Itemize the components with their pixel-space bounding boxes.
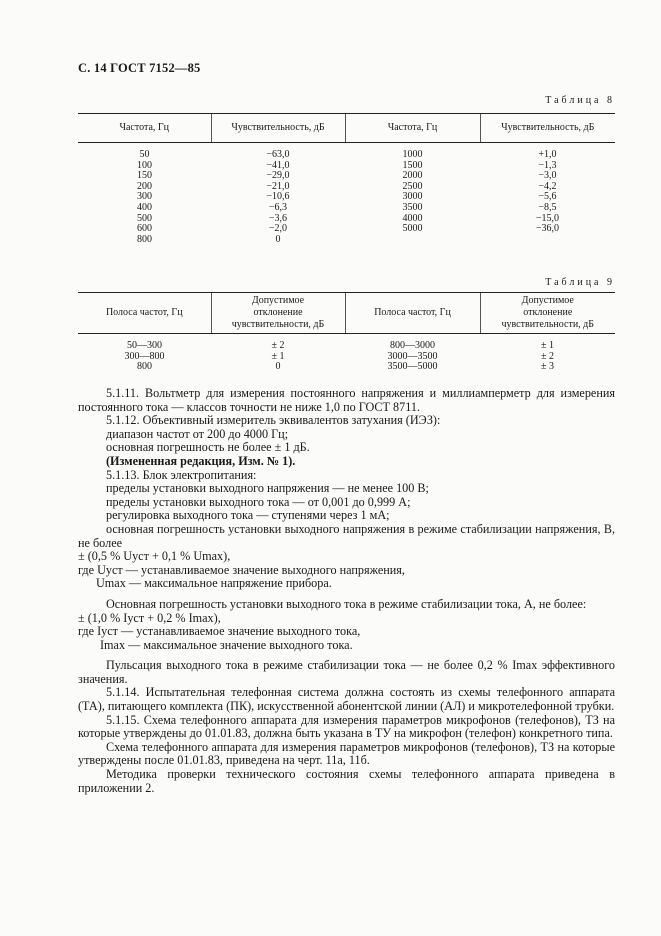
table8-row bbox=[78, 143, 615, 161]
definition-text: — устанавливаемое значение выходного напряжения, bbox=[125, 562, 405, 577]
table9-row-cell: 800 bbox=[137, 361, 152, 373]
table9-row bbox=[78, 334, 615, 352]
table8-row-cell: 500 bbox=[137, 212, 152, 224]
table8-row-cell: 3500 bbox=[402, 201, 423, 213]
table8-row-cell: −41,0 bbox=[266, 159, 290, 171]
table8-row-cell: −8,5 bbox=[538, 201, 557, 213]
table8-row-cell: 5000 bbox=[402, 223, 423, 235]
current-error: Основная погрешность установки выходного тока в режиме стабилизации тока, А, не более: bbox=[106, 596, 587, 611]
formula-voltage: ± (0,5 % Uуст + 0,1 % Umax), bbox=[78, 549, 231, 564]
table9-row-cell: ± 2 bbox=[541, 350, 554, 362]
symbol-i-max: Imax bbox=[100, 637, 126, 652]
table9-row bbox=[78, 362, 615, 373]
definition-text: — максимальное значение выходного тока. bbox=[128, 637, 353, 652]
table8-header-cell: Чувствительность, дБ bbox=[211, 114, 345, 143]
table9-row-cell: 300—800 bbox=[124, 350, 165, 362]
clause-5-1-12: 5.1.12. Объективный измеритель эквивалентов затухания (ИЭЗ): bbox=[106, 413, 441, 428]
table9 bbox=[78, 292, 615, 373]
table8-row bbox=[78, 182, 615, 193]
table8-row-cell: −1,3 bbox=[538, 159, 557, 171]
table9-row-cell: ± 1 bbox=[271, 350, 285, 362]
table9-header-row bbox=[78, 293, 615, 334]
page-header: С. 14 ГОСТ 7152—85 bbox=[78, 61, 201, 75]
table9-header-cell: Допустимое отклонение чувствительности, дБ bbox=[480, 293, 615, 334]
table8-header-cell: Частота, Гц bbox=[78, 114, 211, 143]
table9-row bbox=[78, 352, 615, 363]
definition-text: — устанавливаемое значение выходного тока, bbox=[121, 624, 361, 639]
amendment-note: (Измененная редакция, Изм. № 1). bbox=[106, 453, 296, 468]
table8-row-cell: −3,0 bbox=[538, 170, 557, 182]
table8-row-cell: 300 bbox=[137, 191, 152, 203]
table8-header-cell: Частота, Гц bbox=[345, 114, 480, 143]
clause-5-1-13: 5.1.13. Блок электропитания: bbox=[106, 467, 257, 482]
table8-row bbox=[78, 224, 615, 235]
table8-row-cell: 50 bbox=[139, 149, 150, 160]
schema-after-83: Схема телефонного аппарата для измерения параметров микрофонов (телефонов), ТЗ на которые утверждены после 01.01.83, приведена на черт. 11а, 11б. bbox=[78, 739, 615, 768]
clause-5-1-15: 5.1.15. Схема телефонного аппарата для измерения параметров микрофонов (телефонов), ТЗ на которые утверждены до 01.01.83, должна быть указана в ТУ на микрофон (телефон) конкретного типа. bbox=[78, 712, 615, 741]
table8-row-cell: −63,0 bbox=[266, 149, 290, 160]
table9-header-cell: Допустимое отклонение чувствительности, дБ bbox=[211, 293, 345, 334]
clause-5-1-11: 5.1.11. Вольтметр для измерения постоянного напряжения и миллиамперметр для измерения постоянного тока — классов точности не ниже 1,0 по ГОСТ 8711. bbox=[78, 386, 615, 414]
table8-row-cell: 2000 bbox=[402, 170, 423, 182]
table8-row-cell: −36,0 bbox=[535, 223, 560, 235]
definition-i-max bbox=[78, 639, 615, 653]
table8-row-cell: −15,0 bbox=[535, 212, 560, 224]
table8-row-cell: 400 bbox=[137, 201, 152, 213]
table8-row-cell: 200 bbox=[137, 180, 152, 192]
table8-row-cell: 4000 bbox=[402, 212, 423, 224]
table9-row-cell: ± 2 bbox=[271, 340, 285, 351]
table9-row-cell: 3500—5000 bbox=[387, 361, 438, 373]
table8-row-cell: 1500 bbox=[402, 159, 423, 171]
table8-row bbox=[78, 214, 615, 225]
table8-row-cell: 3000 bbox=[402, 191, 423, 203]
formula-current: ± (1,0 % Iуст + 0,2 % Imax), bbox=[78, 610, 221, 625]
main-text bbox=[78, 387, 615, 795]
table9-row-cell: ± 1 bbox=[541, 340, 554, 351]
table9-row-cell: 800—3000 bbox=[390, 340, 435, 351]
definition-u-max bbox=[78, 577, 615, 591]
freq-range: диапазон частот от 200 до 4000 Гц; bbox=[106, 426, 289, 441]
symbol-u-set: Uуст bbox=[97, 562, 123, 577]
symbol-i-set: Iуст bbox=[97, 624, 118, 639]
table8-header-cell: Чувствительность, дБ bbox=[480, 114, 615, 143]
table8-body bbox=[78, 143, 615, 246]
table8-row-cell: −21,0 bbox=[266, 180, 290, 192]
table8-row-cell: −3,6 bbox=[268, 212, 288, 224]
table9-row-cell: 50—300 bbox=[127, 340, 162, 351]
voltage-error: основная погрешность установки выходного напряжения в режиме стабилизации напряжения, В, не более bbox=[78, 521, 615, 550]
table8-row-cell: 1000 bbox=[402, 149, 423, 160]
table8-row-cell: 150 bbox=[137, 170, 152, 182]
table9-row-cell: ± 3 bbox=[541, 361, 554, 373]
main-error: основная погрешность не более ± 1 дБ. bbox=[106, 440, 310, 455]
definition-u-set bbox=[78, 564, 615, 578]
table8-row bbox=[78, 161, 615, 172]
table8-row-cell: −6,3 bbox=[268, 201, 288, 213]
table9-body bbox=[78, 334, 615, 373]
table8-row bbox=[78, 235, 615, 246]
table8-row-cell: −5,6 bbox=[538, 191, 557, 203]
table8-row-cell: +1,0 bbox=[538, 149, 557, 160]
definition-i-set bbox=[78, 625, 615, 639]
current-limits: пределы установки выходного тока — от 0,001 до 0,999 А; bbox=[106, 494, 411, 509]
table8-row-cell: −29,0 bbox=[266, 170, 290, 182]
ripple-paragraph: Пульсация выходного тока в режиме стабилизации тока — не более 0,2 % Imax эффективного значения. bbox=[78, 658, 615, 686]
table9-caption: Таблица 9 bbox=[545, 277, 615, 288]
table9-row-cell: 0 bbox=[275, 361, 281, 373]
table8-row-cell: −10,6 bbox=[266, 191, 290, 203]
clause-5-1-14: 5.1.14. Испытательная телефонная система должна состоять из схемы телефонного аппарата (ТА), питающего комплекта (ПК), искусственной абонентской линии (АЛ) и микротелефонной трубки. bbox=[78, 685, 615, 714]
table9-header-cell: Полоса частот, Гц bbox=[78, 293, 211, 334]
where-word: где bbox=[78, 562, 95, 577]
table8-row-cell bbox=[480, 235, 615, 246]
method-paragraph: Методика проверки технического состояния схемы телефонного аппарата приведена в приложении 2. bbox=[78, 767, 615, 795]
table8-row-cell: 800 bbox=[137, 233, 152, 245]
table8-row-cell: −4,2 bbox=[538, 180, 557, 192]
table8-row bbox=[78, 171, 615, 182]
table8-row bbox=[78, 203, 615, 214]
table8 bbox=[78, 113, 615, 245]
definition-text: — максимальное напряжение прибора. bbox=[128, 576, 332, 591]
table8-row-cell: −2,0 bbox=[268, 223, 288, 235]
voltage-limits: пределы установки выходного напряжения — не менее 100 В; bbox=[106, 481, 429, 496]
table9-row-cell: 3000—3500 bbox=[387, 350, 438, 362]
table8-row bbox=[78, 192, 615, 203]
table8-row-cell: 0 bbox=[275, 233, 281, 245]
table8-row-cell: 2500 bbox=[402, 180, 423, 192]
where-word: где bbox=[78, 624, 95, 639]
table9-header-cell: Полоса частот, Гц bbox=[345, 293, 480, 334]
table8-header-row bbox=[78, 114, 615, 143]
symbol-u-max: Umax bbox=[96, 576, 126, 591]
current-regulation: регулировка выходного тока — ступенями через 1 мА; bbox=[106, 508, 390, 523]
table8-row-cell bbox=[345, 235, 480, 246]
table8-caption: Таблица 8 bbox=[545, 95, 615, 106]
table8-row-cell: 600 bbox=[137, 223, 152, 235]
table8-row-cell: 100 bbox=[137, 159, 152, 171]
